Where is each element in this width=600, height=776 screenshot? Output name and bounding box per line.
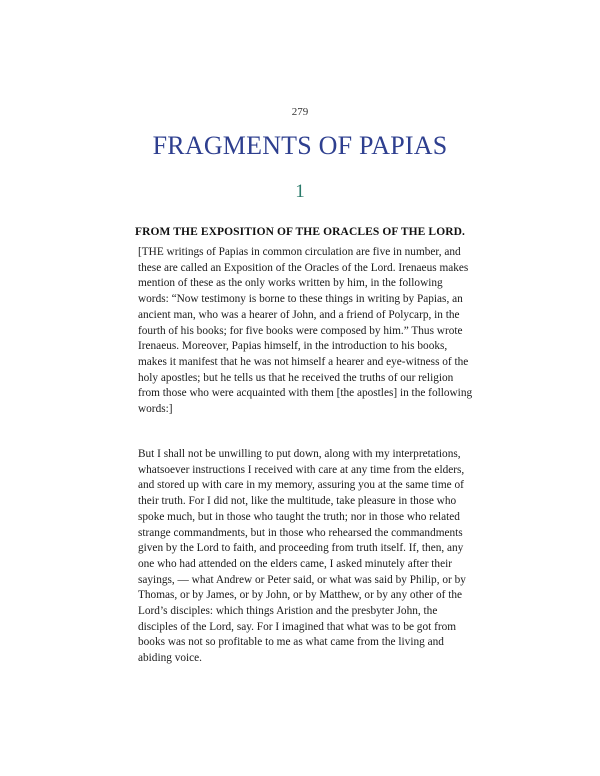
page-title: FRAGMENTS OF PAPIAS: [152, 131, 448, 160]
body-paragraph-quote: But I shall not be unwilling to put down, along with my interpretations, whatsoever instructions I received with care at any time from the elders, and stored up with care in my memory, assuring you at the same time of their truth. For I did not, like the multitude, take pleasure in those who spoke much, but in those who taught the truth; nor in those who related strange commandments, but in those who rehearsed the commandments given by the Lord to faith, and proceeding from truth itself. If, then, any one who had attended on the elders came, I asked minutely after their sayings, — what Andrew or Peter said, or what was said by Philip, or by Thomas, or by James, or by John, or by Matthew, or by any other of the Lord’s disciples: which things Aristion and the presbyter John, the disciples of the Lord, say. For I imagined that what was to be got from books was not so profitable to me as what came from the living and abiding voice.: [138, 448, 466, 665]
page-number: 279: [291, 106, 309, 118]
section-heading: FROM THE EXPOSITION OF THE ORACLES OF THE LORD.: [134, 226, 466, 238]
chapter-number: 1: [295, 181, 305, 202]
body-paragraph-intro: [THE writings of Papias in common circulation are five in number, and these are called an Exposition of the Oracles of the Lord. Irenaeus makes mention of these as the only works written by him, in the following words: “Now testimony is borne to these things in writing by Papias, an ancient man, who was a hearer of John, and a friend of Polycarp, in the fourth of his books; for five books were composed by him.” Thus wrote Irenaeus. Moreover, Papias himself, in the introduction to his books, makes it manifest that he was not himself a hearer and eye-witness of the holy apostles; but he tells us that he received the truths of our religion from those who were acquainted with them [the apostles] in the following words:]: [138, 246, 473, 416]
